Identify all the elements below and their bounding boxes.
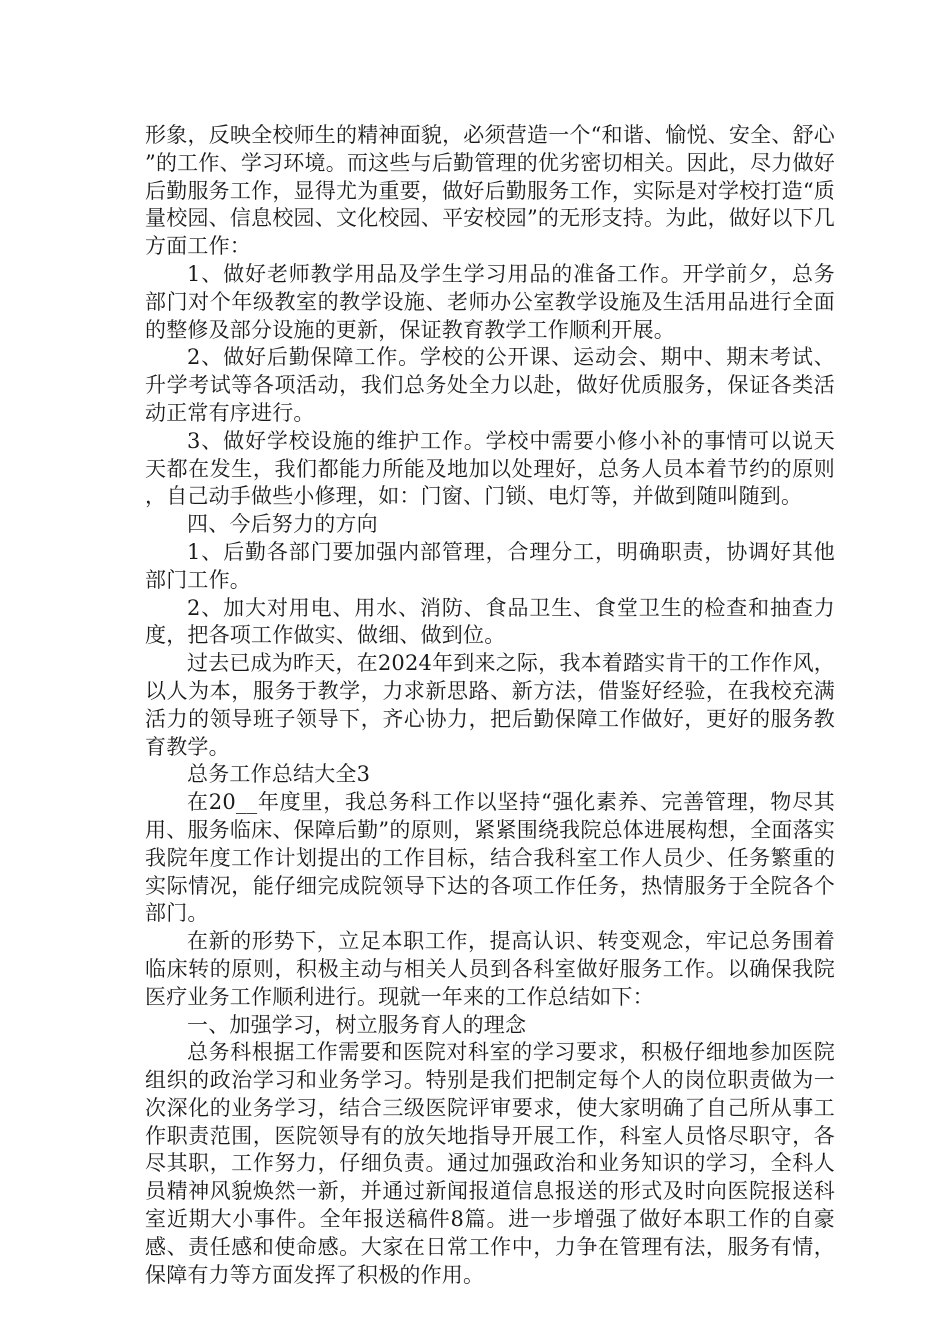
paragraph-item-2: 2、做好后勤保障工作。学校的公开课、运动会、期中、期末考试、升学考试等各项活动，我们总务处全力以赴，做好优质服务，保证各类活动正常有序进行。 (145, 345, 835, 425)
paragraph-item-3: 3、做好学校设施的维护工作。学校中需要小修小补的事情可以说天天都在发生，我们都能力所能及地加以处理好，总务人员本着节约的原则，自己动手做些小修理，如：门窗、门锁、电灯等，并做到随叫随到。 (145, 428, 835, 509)
paragraph-new-situation: 在新的形势下，立足本职工作，提高认识、转变观念，牢记总务围着临床转的原则，积极主动与相关人员到各科室做好服务工作。以确保我院医疗业务工作顺利进行。现就一年来的工作总结如下： (145, 929, 835, 1009)
document-page (145, 122, 835, 1289)
article-title-3: 总务工作总结大全3 (187, 762, 371, 787)
paragraph-conclusion: 过去已成为昨天，在2024年到来之际，我本着踏实肯干的工作作风，以人为本，服务于教学，力求新思路、新方法，借鉴好经验，在我校充满活力的领导班子领导下，齐心协力，把后勤保障工作做好，更好的服务教育教学。 (145, 651, 835, 759)
section-heading-future-direction: 四、今后努力的方向 (187, 512, 378, 537)
paragraph-direction-1: 1、后勤各部门要加强内部管理，合理分工，明确职责，协调好其他部门工作。 (145, 539, 835, 592)
paragraph-direction-2: 2、加大对用电、用水、消防、食品卫生、食堂卫生的检查和抽查力度，把各项工作做实、做细、做到位。 (145, 595, 835, 648)
section-heading-study: 一、加强学习，树立服务育人的理念 (187, 1012, 527, 1037)
paragraph-item-1: 1、做好老师教学用品及学生学习用品的准备工作。开学前夕，总务部门对个年级教室的教学设施、老师办公室教学设施及生活用品进行全面的整修及部分设施的更新，保证教育教学工作顺利开展。 (145, 261, 835, 342)
paragraph-annual-overview: 在20__年度里，我总务科工作以坚持“强化素养、完善管理，物尽其用、服务临床、保障后勤”的原则，紧紧围绕我院总体进展构想，全面落实我院年度工作计划提出的工作目标，结合我科室工作人员少、任务繁重的实际情况，能仔细完成院领导下达的各项工作任务，热情服务于全院各个部门。 (145, 790, 835, 926)
paragraph-intro: 形象，反映全校师生的精神面貌，必须营造一个“和谐、愉悦、安全、舒心”的工作、学习环境。而这些与后勤管理的优劣密切相关。因此，尽力做好后勤服务工作，显得尤为重要，做好后勤服务工作，实际是对学校打造“质量校园、信息校园、文化校园、平安校园”的无形支持。为此，做好以下几方面工作： (145, 123, 835, 259)
paragraph-study-details: 总务科根据工作需要和医院对科室的学习要求，积极仔细地参加医院组织的政治学习和业务学习。特别是我们把制定每个人的岗位职责做为一次深化的业务学习，结合三级医院评审要求，使大家明确了自己所从事工作职责范围，医院领导有的放矢地指导开展工作，科室人员恪尽职守，各尽其职，工作努力，仔细负责。通过加强政治和业务知识的学习，全科人员精神风貌焕然一新，并通过新闻报道信息报送的形式及时向医院报送科室近期大小事件。全年报送稿件8篇。进一步增强了做好本职工作的自豪感、责任感和使命感。大家在日常工作中，力争在管理有法，服务有情，保障有力等方面发挥了积极的作用。 (145, 1040, 835, 1287)
